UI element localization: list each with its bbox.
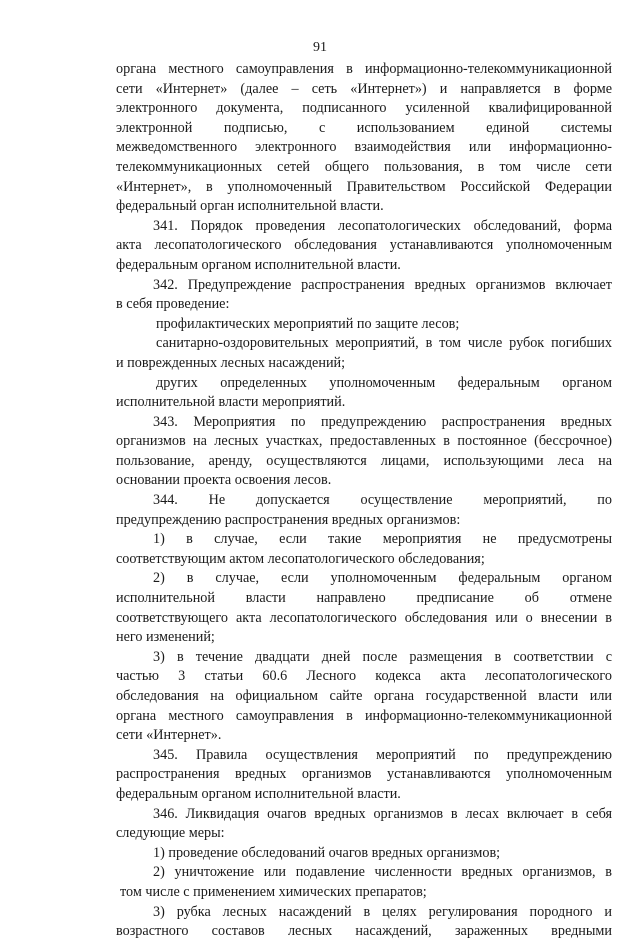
- text-line: 343. Мероприятия по предупреждению распространения вредных: [153, 413, 612, 430]
- text-line: организмов на лесных участках, предоставленных в постоянное (бессрочное): [116, 433, 612, 450]
- text-line: электронной подписью, с использованием единой системы: [116, 119, 612, 136]
- text-line: 2) уничтожение или подавление численности вредных организмов, в: [153, 864, 612, 881]
- text-line: 346. Ликвидация очагов вредных организмов в лесах включает в себя: [153, 805, 612, 822]
- text-line: сети «Интернет».: [116, 727, 222, 744]
- text-line: акта лесопатологического обследования устанавливаются уполномоченным: [116, 237, 612, 254]
- text-line: межведомственного электронного взаимодействия или информационно-: [116, 139, 612, 156]
- text-line: соответствующим актом лесопатологического обследования;: [116, 550, 485, 567]
- text-line: федеральным органом исполнительной власти.: [116, 256, 401, 273]
- text-line: «Интернет», в уполномоченный Правительством Российской Федерации: [116, 178, 612, 195]
- text-line: 3) рубка лесных насаждений в целях регулирования породного и: [153, 903, 612, 920]
- text-line: сети «Интернет» (далее – сеть «Интернет») и направляется в форме: [116, 80, 612, 97]
- text-line: 2) в случае, если уполномоченным федеральным органом: [153, 570, 612, 587]
- text-line: следующие меры:: [116, 825, 225, 842]
- text-line: 344. Не допускается осуществление мероприятий, по: [153, 492, 612, 509]
- text-line: органа местного самоуправления в информационно-телекоммуникационной: [116, 61, 612, 77]
- text-line: санитарно-оздоровительных мероприятий, в том числе рубок погибших: [156, 335, 612, 352]
- text-line: 345. Правила осуществления мероприятий по предупреждению: [153, 746, 612, 763]
- text-line: исполнительной власти направлено предписание об отмене: [116, 590, 612, 607]
- text-line: основании проекта освоения лесов.: [116, 472, 332, 489]
- text-line: профилактических мероприятий по защите лесов;: [156, 315, 460, 332]
- text-line: 342. Предупреждение распространения вредных организмов включает: [153, 276, 612, 293]
- text-line: том числе с применением химических препаратов;: [120, 883, 427, 900]
- text-line: исполнительной власти мероприятий.: [116, 394, 346, 411]
- text-line: в себя проведение:: [116, 296, 230, 313]
- text-line: пользование, аренду, осуществляются лицами, использующими леса на: [116, 452, 612, 469]
- text-line: электронного документа, подписанного усиленной квалифицированной: [116, 100, 612, 117]
- text-line: телекоммуникационных сетей общего пользования, в том числе сети: [116, 158, 612, 175]
- text-line: органа местного самоуправления в информационно-телекоммуникационной: [116, 707, 612, 724]
- text-line: других определенных уполномоченным федеральным органом: [156, 374, 612, 391]
- text-line: предупреждению распространения вредных организмов:: [116, 511, 461, 528]
- text-line: него изменений;: [116, 629, 215, 646]
- text-line: 341. Порядок проведения лесопатологических обследований, форма: [153, 217, 612, 234]
- text-line: обследования на официальном сайте органа государственной власти или: [116, 688, 612, 704]
- text-line: соответствующего акта лесопатологического обследования или о внесении в: [116, 609, 612, 626]
- text-line: 1) в случае, если такие мероприятия не предусмотрены: [153, 531, 612, 548]
- text-line: федеральным органом исполнительной власти.: [116, 785, 401, 802]
- text-line: федеральный орган исполнительной власти.: [116, 198, 384, 215]
- text-line: 1) проведение обследований очагов вредных организмов;: [153, 844, 501, 861]
- text-line: и поврежденных лесных насаждений;: [116, 354, 346, 371]
- text-line: распространения вредных организмов устанавливаются уполномоченным: [116, 766, 612, 783]
- text-line: возрастного составов лесных насаждений, зараженных вредными: [116, 923, 612, 940]
- text-line: частью 3 статьи 60.6 Лесного кодекса акта лесопатологического: [116, 668, 612, 685]
- text-line: 3) в течение двадцати дней после размещения в соответствии с: [153, 648, 612, 665]
- body-text: [116, 60, 612, 942]
- page-number: 91: [313, 40, 327, 55]
